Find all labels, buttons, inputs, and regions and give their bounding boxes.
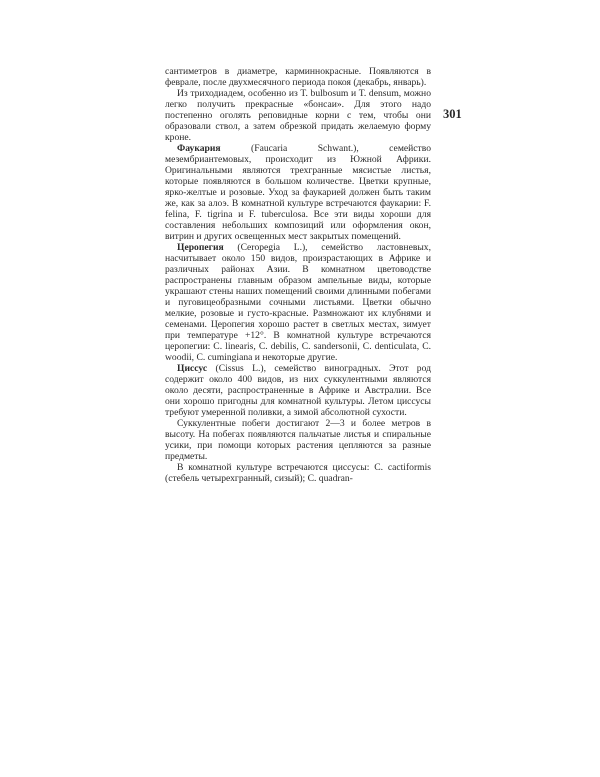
paragraph-ceropegia bbox=[165, 242, 431, 363]
paragraph-text: (Ceropegia L.), семейство ластовневых, насчитывает около 150 видов, произрастающих в Африке и различных районах Азии. В комнатном цветоводстве распространены главным образом ампельные виды, которые украшают стены наших помещений своими длинными побегами и пуговицеобразными сочными листьями. Цветки обычно мелкие, розовые и густо-красные. Размножают их клубнями и семенами. Церопегия хорошо растет в светлых местах, зимует при температуре +12°. В комнатной культуре встречаются церопегии: C. linearis, C. debilis, C. sandersonii, C. denticulata, C. woodii, C. cumingiana и некоторые другие. bbox=[165, 242, 431, 363]
paragraph-text: Суккулентные побеги достигают 2—3 и более метров в высоту. На побегах появляются пальчатые листья и спиральные усики, при помощи которых растения цепляются за разные предметы. bbox=[165, 418, 431, 462]
paragraph-cissus-species bbox=[165, 462, 431, 484]
paragraph-trichodiadema-flowers bbox=[165, 66, 431, 88]
paragraph-text: (Faucaria Schwant.), семейство мезембриантемовых, происходит из Южной Африки. Оригинальными являются трехгранные мясистые листья, которые появляются в большом количестве. Цветки крупные, ярко-желтые и розовые. Уход за фаукарией должен быть таким же, как за алоэ. В комнатной культуре встречаются фаукарии: F. felina, F. tigrina и F. tuberculosa. Все эти виды хороши для составления небольших композиций или оформления окон, витрин и других освещенных мест закрытых помещений. bbox=[165, 143, 431, 242]
paragraph-cissus-shoots bbox=[165, 418, 431, 462]
body-text-column bbox=[165, 66, 431, 484]
paragraph-text: сантиметров в диаметре, карминнокрасные. Появляются в феврале, после двухмесячного периода покоя (декабрь, январь). bbox=[165, 66, 431, 88]
paragraph-text: (Cissus L.), семейство виноградных. Этот род содержит около 400 видов, из них суккулентными являются около десяти, распространенные в Африке и Австралии. Все они хорошо пригодны для комнатной культуры. Летом циссусы требуют умеренной поливки, а зимой абсолютной сухости. bbox=[165, 363, 431, 418]
paragraph-faucaria bbox=[165, 143, 431, 242]
entry-term: Церопегия bbox=[177, 242, 224, 253]
paragraph-cissus bbox=[165, 363, 431, 418]
entry-term: Фаукария bbox=[177, 143, 221, 154]
entry-term: Циссус bbox=[177, 363, 208, 374]
paragraph-text: В комнатной культуре встречаются циссусы: C. cactiformis (стебель четырехгранный, сизый); C. quadran- bbox=[165, 462, 431, 484]
page-number: 301 bbox=[443, 107, 462, 121]
paragraph-text: Из триходиадем, особенно из T. bulbosum и T. densum, можно легко получить прекрасные «бонсаи». Для этого надо постепенно оголять реповидные корни с тем, чтобы они образовали ствол, а затем обрезкой придать желаемую форму кроне. bbox=[165, 88, 431, 143]
paragraph-trichodiadema-bonsai bbox=[165, 88, 431, 143]
